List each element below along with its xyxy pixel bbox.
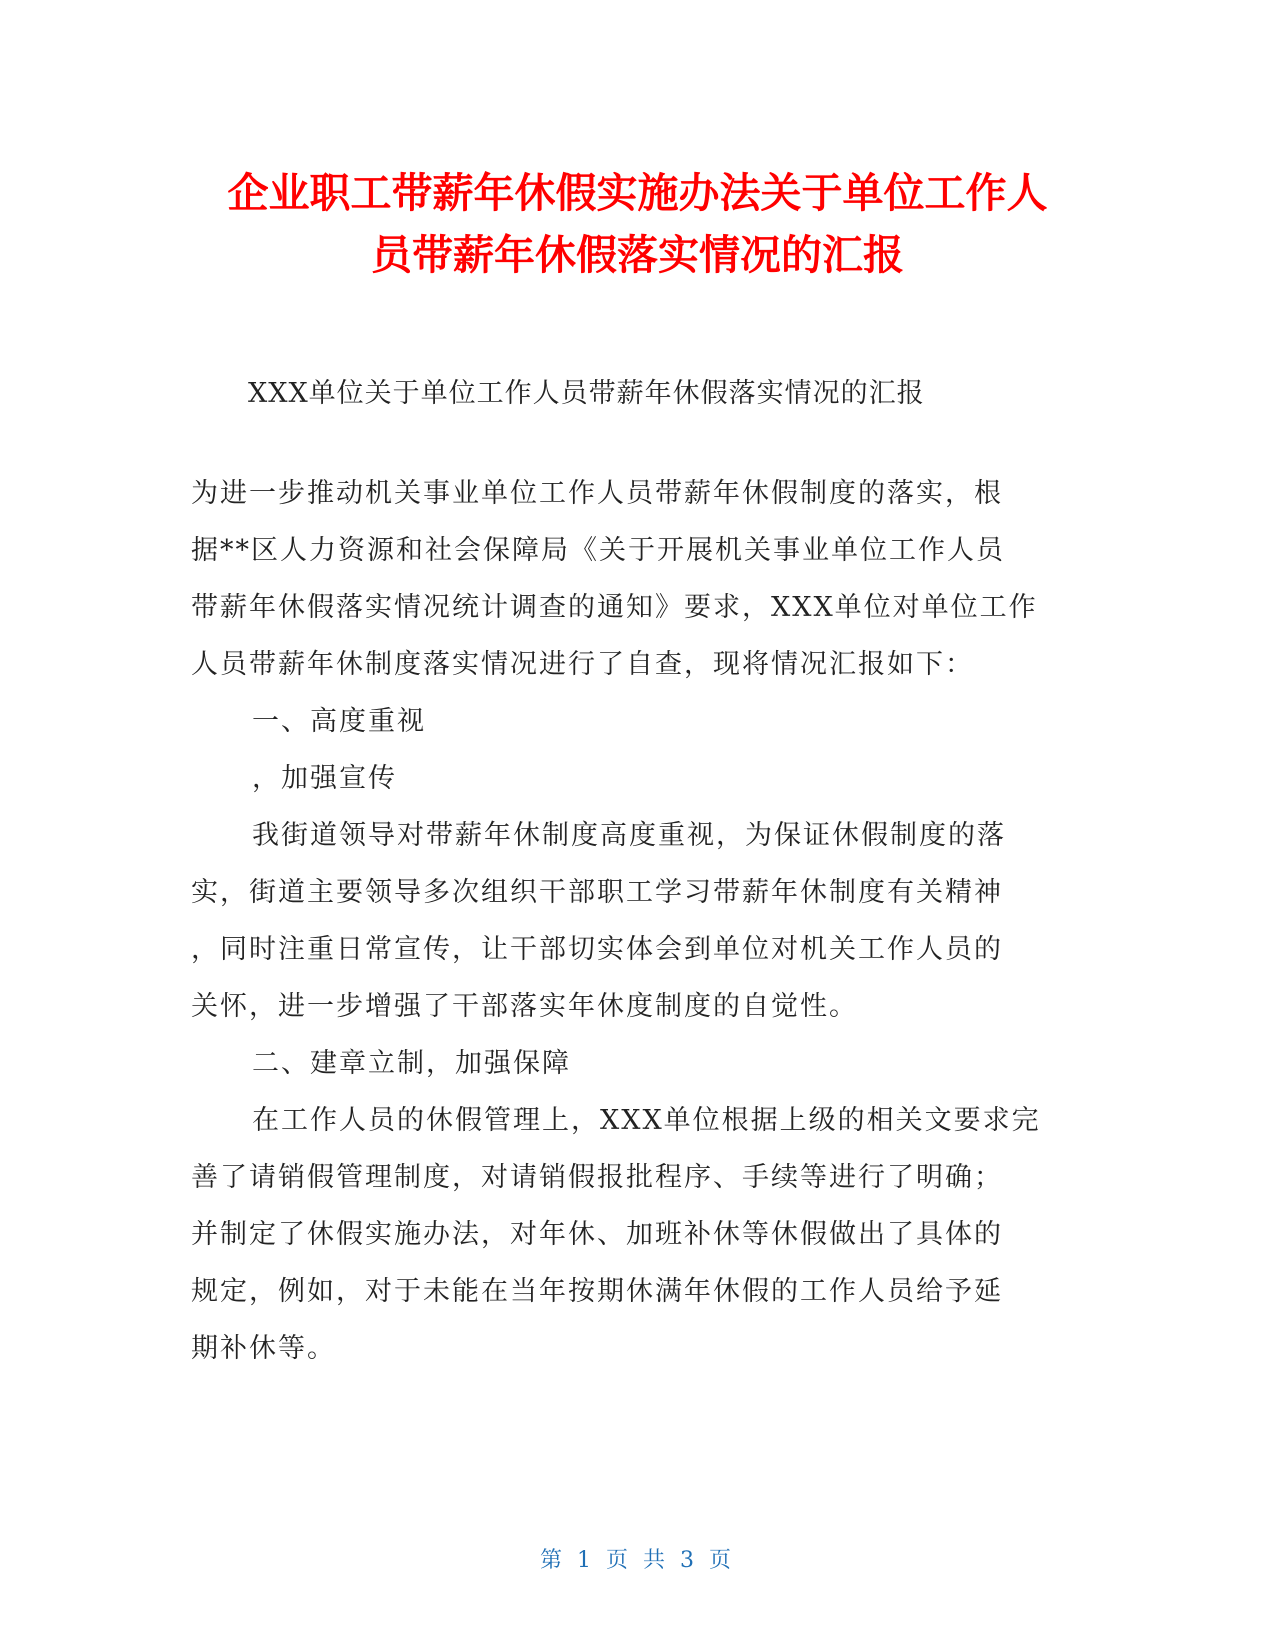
body-line: 规定，例如，对于未能在当年按期休满年休假的工作人员给予延 — [191, 1276, 1003, 1307]
section-heading-1-continued: ，加强宣传 — [252, 763, 397, 794]
body-line: 期补休等。 — [191, 1333, 336, 1364]
section-heading-2: 二、建章立制，加强保障 — [252, 1048, 571, 1079]
body-line: 在工作人员的休假管理上，XXX单位根据上级的相关文要求完 — [252, 1105, 1041, 1136]
body-line: 为进一步推动机关事业单位工作人员带薪年休假制度的落实，根 — [191, 478, 1003, 509]
body-line: 关怀，进一步增强了干部落实年休度制度的自觉性。 — [191, 991, 858, 1022]
page-number-footer: 第 1 页 共 3 页 — [540, 1548, 735, 1573]
body-line: 善了请销假管理制度，对请销假报批程序、手续等进行了明确； — [191, 1162, 1003, 1193]
body-line: 我街道领导对带薪年休制度高度重视，为保证休假制度的落 — [252, 820, 1006, 851]
document-title-line-1: 企业职工带薪年休假实施办法关于单位工作人 — [227, 169, 1048, 217]
body-line: ，同时注重日常宣传，让干部切实体会到单位对机关工作人员的 — [191, 934, 1003, 965]
body-line: 人员带薪年休制度落实情况进行了自查，现将情况汇报如下： — [191, 649, 974, 680]
section-heading-1: 一、高度重视 — [252, 706, 426, 737]
body-line: 并制定了休假实施办法，对年休、加班补休等休假做出了具体的 — [191, 1219, 1003, 1250]
document-title-line-2: 员带薪年休假落实情况的汇报 — [371, 231, 904, 279]
body-line: 实，街道主要领导多次组织干部职工学习带薪年休制度有关精神 — [191, 877, 1003, 908]
body-line: 据**区人力资源和社会保障局《关于开展机关事业单位工作人员 — [191, 535, 1005, 566]
document-subtitle: XXX单位关于单位工作人员带薪年休假落实情况的汇报 — [248, 378, 925, 409]
body-line: 带薪年休假落实情况统计调查的通知》要求，XXX单位对单位工作 — [191, 592, 1038, 623]
